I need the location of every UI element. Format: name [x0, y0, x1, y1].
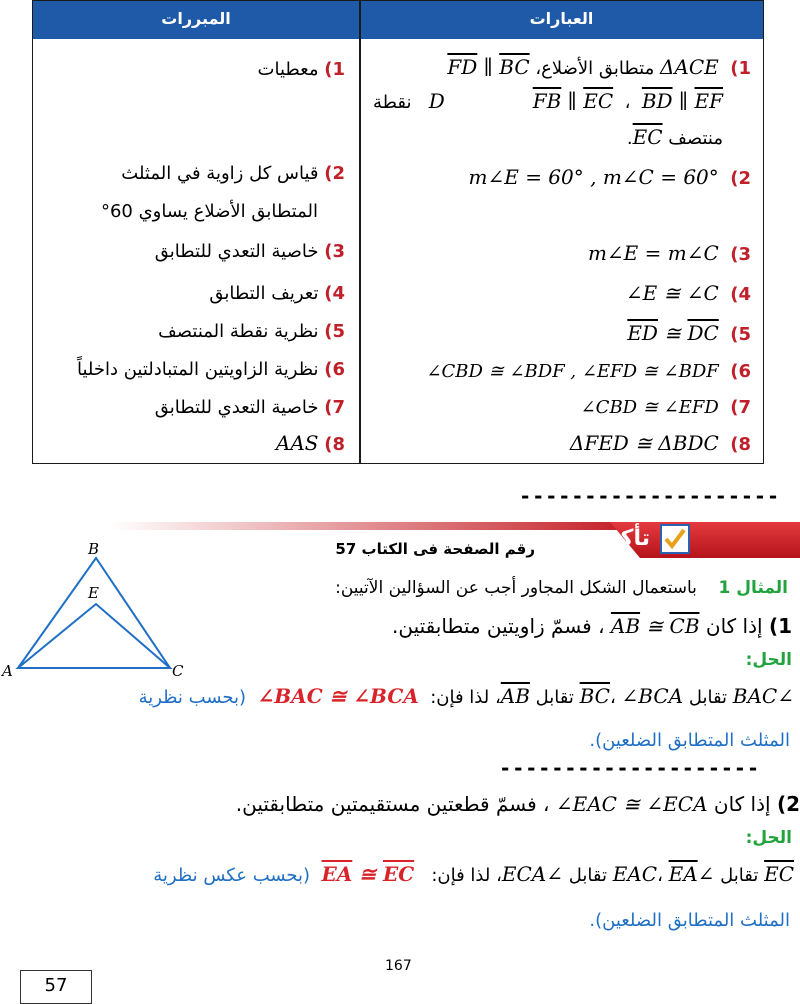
q1-solution-line-1: ∠BAC تقابل BC، ∠BCA تقابل AB، لذا فإن: ∠BAC ≅ ∠BCA (بحسب نظرية: [138, 684, 794, 708]
page-reference: رقم الصفحة فى الكتاب 57: [335, 540, 535, 558]
label-e: E: [88, 584, 99, 602]
separator-line: --------------------: [519, 484, 780, 508]
statement-row-1-line-2: FB ∥ EC ، BD ∥ EF: [532, 89, 723, 113]
q2-solution-line-2: المثلث المتطابق الضلعين).: [589, 910, 790, 931]
reason-row-6: 6) نظرية الزاويتين المتبادلتين داخلياً: [76, 359, 345, 380]
statement-row-4: 4) ∠E ≅ ∠C: [625, 281, 751, 305]
table-header-row: [33, 1, 763, 39]
q2-solution-label: الحل:: [745, 828, 792, 848]
example-label: المثال 1: [718, 578, 788, 598]
q1-solution-line-2: المثلث المتطابق الضلعين).: [589, 730, 790, 751]
label-a: A: [2, 662, 13, 680]
statement-row-1-midpoint: D نقطة: [373, 89, 445, 113]
reason-row-7: 7) خاصية التعدي للتطابق: [154, 397, 345, 418]
checkbox-icon: [660, 524, 690, 554]
reason-row-3: 3) خاصية التعدي للتطابق: [154, 241, 345, 262]
reason-row-8: 8) AAS: [275, 431, 345, 455]
page-number: 167: [385, 958, 412, 974]
statement-row-2: 2) m∠E = 60° , m∠C = 60°: [468, 165, 751, 189]
statement-row-3: 3) m∠E = m∠C: [587, 241, 751, 265]
reason-row-2-line-2: المتطابق الأضلاع يساوي 60°: [100, 201, 318, 222]
triangle-figure: [0, 540, 200, 680]
reason-row-5: 5) نظرية نقطة المنتصف: [158, 321, 345, 342]
label-c: C: [172, 662, 184, 680]
reason-row-4: 4) تعريف التطابق: [209, 283, 345, 304]
label-b: B: [88, 540, 100, 558]
statement-row-6: 6) ∠CBD ≅ ∠BDF , ∠EFD ≅ ∠BDF: [426, 361, 751, 382]
statement-row-7: 7) ∠CBD ≅ ∠EFD: [580, 397, 751, 418]
reason-row-1: 1) معطيات: [257, 59, 345, 80]
example-intro: باستعمال الشكل المجاور أجب عن السؤالين الآتيين:: [335, 578, 697, 598]
triangle-abc: [18, 558, 170, 668]
statement-row-1-line-3: منتصف EC.: [626, 125, 723, 149]
q1-solution-label: الحل:: [745, 650, 792, 670]
reasons-header: المبررات: [161, 9, 231, 28]
statement-row-1-line-1: 1) ΔACE متطابق الأضلاع، FD ∥ BC: [447, 55, 751, 79]
question-2: 2) إذا كان ∠EAC ≅ ∠ECA ، فسمّ قطعتين مستقيمتين متطابقتين.: [235, 792, 800, 816]
book-page-box: 57: [20, 970, 92, 1004]
q2-solution-line-1: EC تقابل ∠EAC، EA تقابل ∠ECA، لذا فإن: $\overline{EA}$ ≅ $\overline{EC}$ (بحسب عكس نظرية: [153, 862, 794, 886]
question-1: 1) إذا كان AB ≅ CB ، فسمّ زاويتين متطابقتين.: [391, 614, 792, 638]
separator-line-2: --------------------: [499, 756, 760, 780]
reason-row-2-line-1: 2) قياس كل زاوية في المثلث: [121, 163, 345, 184]
column-divider: [359, 1, 361, 463]
proof-table: [32, 0, 764, 464]
banner-title: تأكـد: [600, 526, 650, 551]
statement-row-5: 5) $\overline{ED}$ ≅ $\overline{DC}$: [627, 321, 751, 345]
statements-header: العبارات: [529, 9, 594, 28]
statement-row-8: 8) ΔFED ≅ ΔBDC: [569, 431, 751, 455]
example-heading: [335, 578, 788, 598]
